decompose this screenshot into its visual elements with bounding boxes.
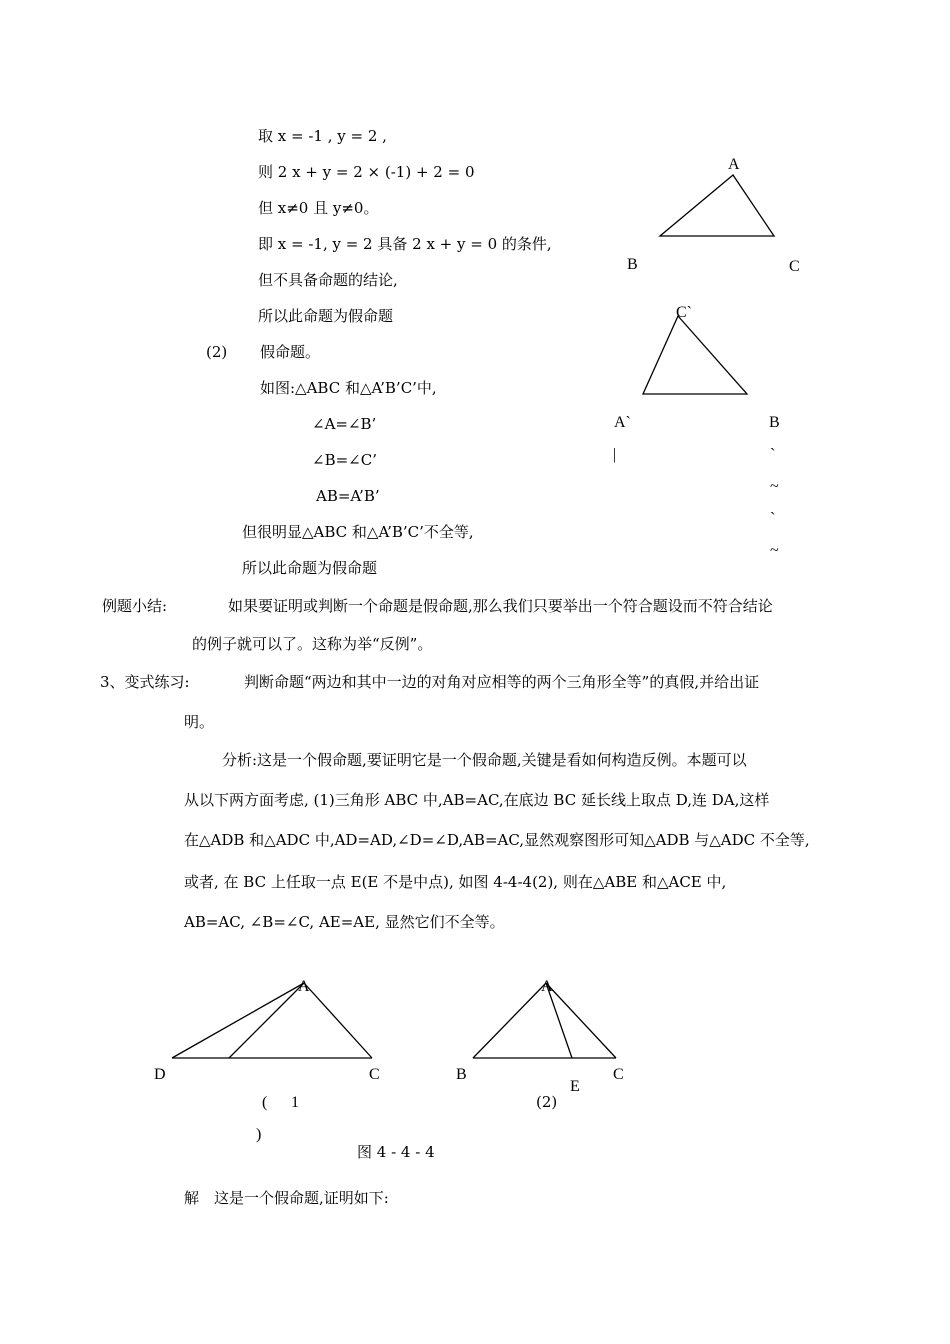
analysis-line-2: 从以下两方面考虑, (1)三角形 ABC 中,AB=AC,在底边 BC 延长线上取点 D,连 DA,这样: [184, 791, 770, 809]
stray-mark-1: `: [770, 446, 776, 463]
label-b-prime: B: [769, 414, 780, 431]
analysis-line-3: 在△ADB 和△ADC 中,AD=AD,∠D=∠D,AB=AC,显然观察图形可知△ADB 与△ADC 不全等,: [184, 831, 810, 849]
summary-text: 如果要证明或判断一个命题是假命题,那么我们只要举出一个符合题设而不符合结论: [228, 597, 773, 615]
fig1-label-c: C: [369, 1066, 380, 1083]
label-b: B: [627, 256, 638, 273]
fig2-label-c: C: [613, 1066, 624, 1083]
analysis-line-5: AB=AC, ∠B=∠C, AE=AE, 显然它们不全等。: [184, 913, 505, 931]
line-as-figure: 如图:△ABC 和△A’B’C’中,: [260, 379, 437, 397]
fig1-caption-open: (: [262, 1094, 268, 1111]
label-c-prime: C`: [676, 304, 692, 321]
stray-mark-4: ~: [770, 542, 779, 559]
fig2-side-ab: [473, 983, 546, 1058]
exercise-label: 3、变式练习:: [100, 673, 190, 691]
triangle-a-b-c-prime: [643, 316, 747, 394]
fig1-label-d: D: [154, 1066, 166, 1083]
exercise-text: 判断命题“两边和其中一边的对角对应相等的两个三角形全等”的真假,并给出证: [244, 673, 760, 691]
fig2-label-b: B: [456, 1066, 467, 1083]
line-not-congruent: 但很明显△ABC 和△A’B’C’不全等,: [242, 523, 474, 541]
label-c: C: [789, 258, 800, 275]
stray-mark-3: `: [770, 510, 776, 527]
fig2-label-a: A: [541, 978, 553, 995]
fig2-caption: (2): [536, 1093, 558, 1111]
label-a-prime: A`: [614, 414, 631, 431]
summary-label: 例题小结:: [102, 597, 168, 615]
line-substitute: 则 2 x + y = 2 × (-1) + 2 = 0: [258, 163, 475, 181]
summary-continuation: 的例子就可以了。这称为举“反例”。: [192, 635, 433, 653]
line-take-values: 取 x = -1 , y = 2 ,: [258, 127, 387, 145]
line-has-condition: 即 x = -1, y = 2 具备 2 x + y = 0 的条件,: [258, 235, 552, 253]
fig1-side-da: [172, 983, 304, 1058]
fig1-label-a: A: [298, 978, 310, 995]
fig1-side-ba: [229, 983, 304, 1058]
line-false-statement-2: 所以此命题为假命题: [242, 559, 378, 577]
fig1-side-ac: [304, 983, 372, 1058]
item-number-2: (2): [206, 343, 228, 361]
triangle-abc: [660, 175, 774, 236]
label-a: A: [728, 156, 740, 173]
fig2-label-e: E: [570, 1078, 580, 1095]
stray-mark-2: ~: [770, 478, 779, 495]
analysis-line-1: 分析:这是一个假命题,要证明它是一个假命题,关键是看如何构造反例。本题可以: [222, 751, 747, 769]
line-condition: 但 x≠0 且 y≠0。: [258, 199, 379, 217]
line-side-ab: AB=A’B’: [316, 487, 380, 505]
fig1-caption-number: 1: [291, 1094, 299, 1111]
line-false-statement-1: 所以此命题为假命题: [258, 307, 394, 325]
fig2-side-ac: [546, 983, 616, 1058]
line-angle-b: ∠B=∠C’: [312, 451, 377, 469]
exercise-continuation: 明。: [184, 713, 215, 731]
fig1-caption-close: ): [256, 1126, 262, 1143]
stray-mark-bar: |: [613, 446, 617, 463]
figure-caption: 图 4 - 4 - 4: [357, 1143, 435, 1161]
solution-line: 解 这是一个假命题,证明如下:: [184, 1189, 389, 1207]
item-2-text: 假命题。: [260, 343, 321, 361]
line-angle-a: ∠A=∠B’: [312, 415, 377, 433]
analysis-line-4: 或者, 在 BC 上任取一点 E(E 不是中点), 如图 4-4-4(2), 则在△ABE 和△ACE 中,: [184, 873, 727, 891]
line-no-conclusion: 但不具备命题的结论,: [258, 271, 398, 289]
